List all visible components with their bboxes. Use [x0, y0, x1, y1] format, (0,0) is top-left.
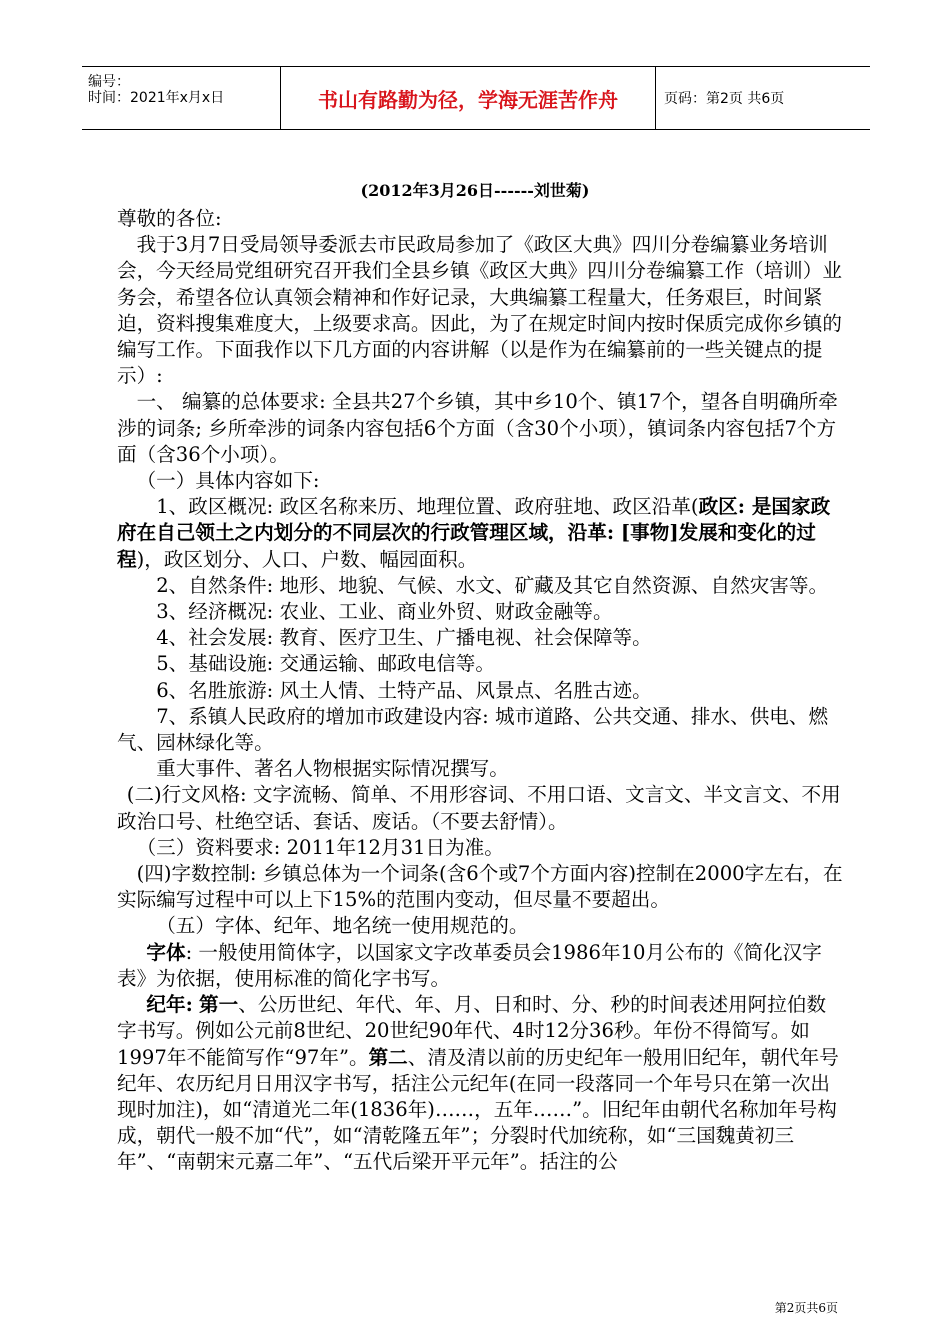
paragraph-word-count: (四)字数控制: 乡镇总体为一个词条(含6个或7个方面内容)控制在2000字左右，在实际编写过程中可以上下15%的范围内变动，但尽量不要超出。	[117, 862, 843, 912]
greeting: 尊敬的各位:	[117, 207, 222, 230]
header-page-number: 页码：第2页 共6页	[664, 91, 785, 107]
paragraph-writing-style: (二)行文风格: 文字流畅、简单、不用形容词、不用口语、文言文、半文言文、不用政治口号、杜绝空话、套话、废话。（不要去舒情）。	[117, 783, 841, 833]
paragraph-intro: 我于3月7日受局领导委派去市民政局参加了《政区大典》四川分卷编纂业务培训会，今天经局党组研究召开我们全县乡镇《政区大典》四川分卷编纂工作（培训）业务会，希望各位认真领会精神和作好记录，大典编纂工程量大，任务艰巨，时间紧迫，资料搜集难度大，上级要求高。因此，为了在规定时间内按时保质完成你乡镇的编写工作。下面我作以下几方面的内容讲解（以是作为在编纂前的一些关键点的提示）:	[117, 233, 842, 388]
era-text-2: 、清及清以前的历史纪年一般用旧纪年，朝代年号纪年、农历纪月日用汉字书写，括注公元纪年(在同一段落同一个年号只在第一次出现时加注)，如“清道光二年(1836年)……，五年……”。旧纪年由朝代名称加年号构成，朝代一般不加“代”，如“清乾隆五年”；分裂时代加统称，如“三国魏黄初三年”、“南朝宋元嘉二年”、“五代后梁开平元年”。括注的公	[117, 1045, 839, 1174]
document-body	[117, 206, 844, 1176]
list-item-1-definition: 政区: 是国家政府在自己领土之内划分的不同层次的行政管理区域，沿革: [事物]发展和变化的过程	[117, 495, 831, 571]
list-item-1	[117, 494, 844, 573]
era-text-1: 、公历世纪、年代、年、月、日和时、分、秒的时间表述用阿拉伯数字书写。例如公元前8世纪、20世纪90年代、4时12分36秒。年份不得简写。如1997年不能简写作“97年”。	[117, 993, 827, 1069]
header-motto: 书山有路勤为径，学海无涯苦作舟	[280, 67, 656, 129]
era-separator: :	[185, 993, 193, 1017]
document-date-author: (2012年3月26日------刘世菊)	[360, 181, 590, 200]
era-second-label: 第二	[368, 1045, 408, 1069]
list-item-1-tail: )，政区划分、人口、户数、幅园面积。	[136, 547, 478, 571]
list-item-4: 4、社会发展: 教育、医疗卫生、广播电视、社会保障等。	[156, 626, 652, 650]
list-item-3: 3、经济概况: 农业、工业、商业外贸、财政金融等。	[156, 600, 613, 624]
paragraph-standards: （五）字体、纪年、地名统一使用规范的。	[156, 914, 529, 938]
paragraph-general-requirements: 一、 编纂的总体要求: 全县共27个乡镇，其中乡10个、镇17个，望各自明确所牵涉的词条; 乡所牵涉的词条内容包括6个方面（含30个小项），镇词条内容包括7个方面（含36个小项）。	[117, 390, 838, 466]
paragraph-data-requirement: （三）资料要求: 2011年12月31日为准。	[136, 835, 504, 859]
page-header	[82, 66, 870, 130]
paragraph-era	[117, 992, 844, 1175]
header-meta	[82, 67, 280, 129]
era-label: 纪年	[146, 993, 186, 1017]
paragraph-content-heading: （一）具体内容如下:	[136, 469, 320, 493]
paragraph-events: 重大事件、著名人物根据实际情况撰写。	[156, 757, 509, 781]
list-item-1-text: 1、政区概况: 政区名称来历、地理位置、政府驻地、政区沿革(	[156, 495, 699, 519]
page-footer: 第2页共6页	[774, 1301, 838, 1315]
list-item-2: 2、自然条件: 地形、地貌、气候、水文、矿藏及其它自然资源、自然灾害等。	[156, 573, 829, 597]
list-item-7: 7、系镇人民政府的增加市政建设内容: 城市道路、公共交通、排水、供电、燃气、园林绿化等。	[117, 704, 829, 755]
list-item-5: 5、基础设施: 交通运输、邮政电信等。	[156, 652, 495, 676]
fonts-label: 字体	[146, 940, 186, 964]
fonts-text: : 一般使用简体字，以国家文字改革委员会1986年10月公布的《简化汉字表》为依据，使用标准的简化字书写。	[117, 940, 822, 990]
time-label: 时间：2021年x月x日	[88, 90, 225, 106]
list-item-6: 6、名胜旅游: 风土人情、土特产品、风景点、名胜古迹。	[156, 678, 652, 702]
serial-label: 编号：	[88, 74, 130, 90]
era-first-label: 第一	[199, 993, 239, 1017]
paragraph-fonts	[117, 940, 844, 992]
